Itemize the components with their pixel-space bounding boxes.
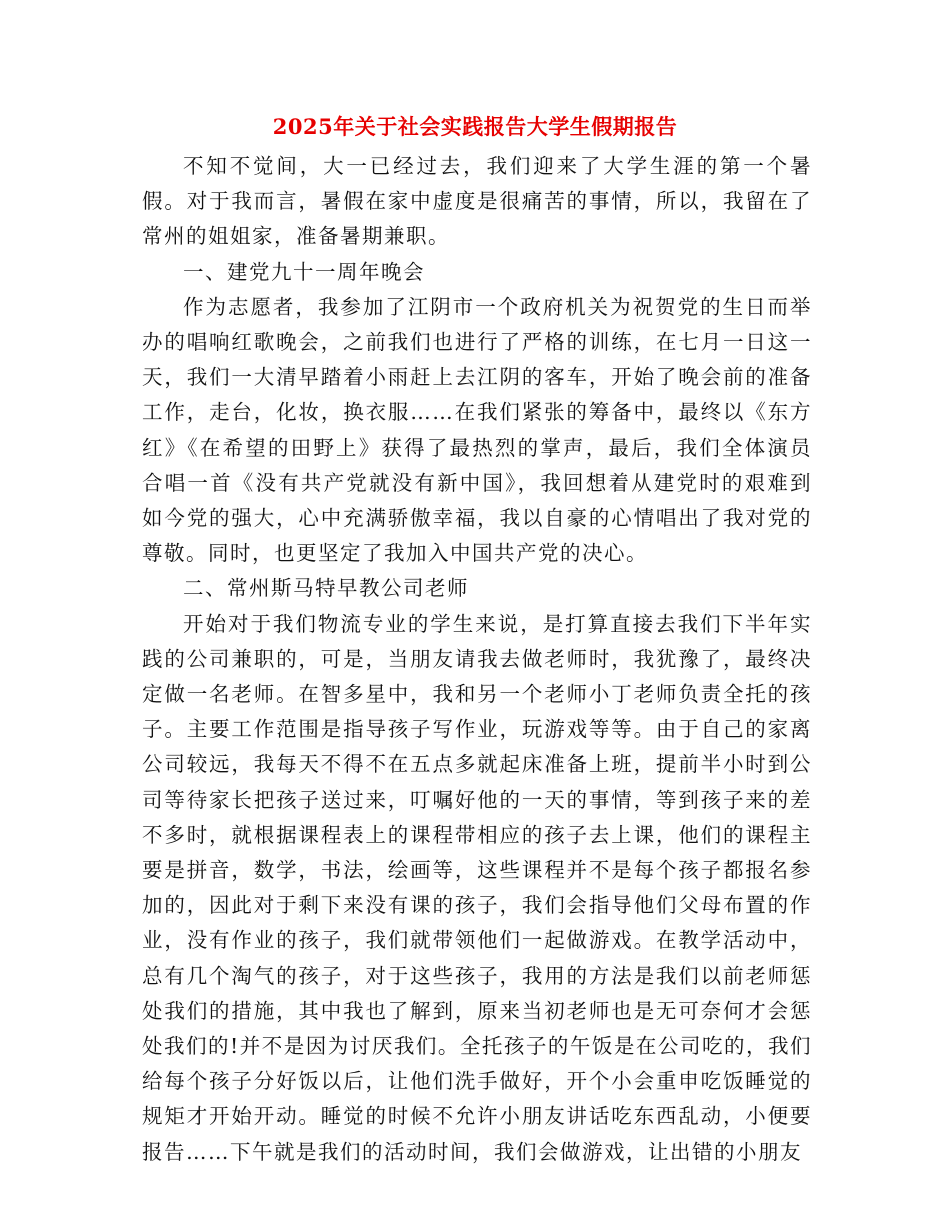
section-heading-1: 一、建党九十一周年晚会 <box>183 259 425 284</box>
document-body <box>142 149 812 1170</box>
paragraph-section-1: 作为志愿者，我参加了江阴市一个政府机关为祝贺党的生日而举办的唱响红歌晚会，之前我们也进行了严格的训练，在七月一日这一天，我们一大清早踏着小雨赶上去江阴的客车，开始了晚会前的准备工作，走台，化妆，换衣服……在我们紧张的筹备中，最终以《东方红》《在希望的田野上》获得了最热烈的掌声，最后，我们全体演员合唱一首《没有共产党就没有新中国》，我回想着从建党时的艰难到如今党的强大，心中充满骄傲幸福，我以自豪的心情唱出了我对党的尊敬。同时，也更坚定了我加入中国共产党的决心。 <box>142 294 812 566</box>
document-title: 2025年关于社会实践报告大学生假期报告 <box>272 114 678 139</box>
paragraph-intro: 不知不觉间，大一已经过去，我们迎来了大学生涯的第一个暑假。对于我而言，暑假在家中虚度是很痛苦的事情，所以，我留在了常州的姐姐家，准备暑期兼职。 <box>142 154 812 249</box>
section-heading-2: 二、常州斯马特早教公司老师 <box>183 576 469 601</box>
paragraph-section-2: 开始对于我们物流专业的学生来说，是打算直接去我们下半年实践的公司兼职的，可是，当朋友请我去做老师时，我犹豫了，最终决定做一名老师。在智多星中，我和另一个老师小丁老师负责全托的孩子。主要工作范围是指导孩子写作业，玩游戏等等。由于自己的家离公司较远，我每天不得不在五点多就起床准备上班，提前半小时到公司等待家长把孩子送过来，叮嘱好他的一天的事情，等到孩子来的差不多时，就根据课程表上的课程带相应的孩子去上课，他们的课程主要是拼音，数学，书法，绘画等，这些课程并不是每个孩子都报名参加的，因此对于剩下来没有课的孩子，我们会指导他们父母布置的作业，没有作业的孩子，我们就带领他们一起做游戏。在教学活动中，总有几个淘气的孩子，对于这些孩子，我用的方法是我们以前老师惩处我们的措施，其中我也了解到，原来当初老师也是无可奈何才会惩处我们的!并不是因为讨厌我们。全托孩子的午饭是在公司吃的，我们给每个孩子分好饭以后，让他们洗手做好，开个小会重申吃饭睡觉的规矩才开始开动。睡觉的时候不允许小朋友讲话吃东西乱动，小便要报告……下午就是我们的活动时间，我们会做游戏，让出错的小朋友 <box>142 611 812 1164</box>
